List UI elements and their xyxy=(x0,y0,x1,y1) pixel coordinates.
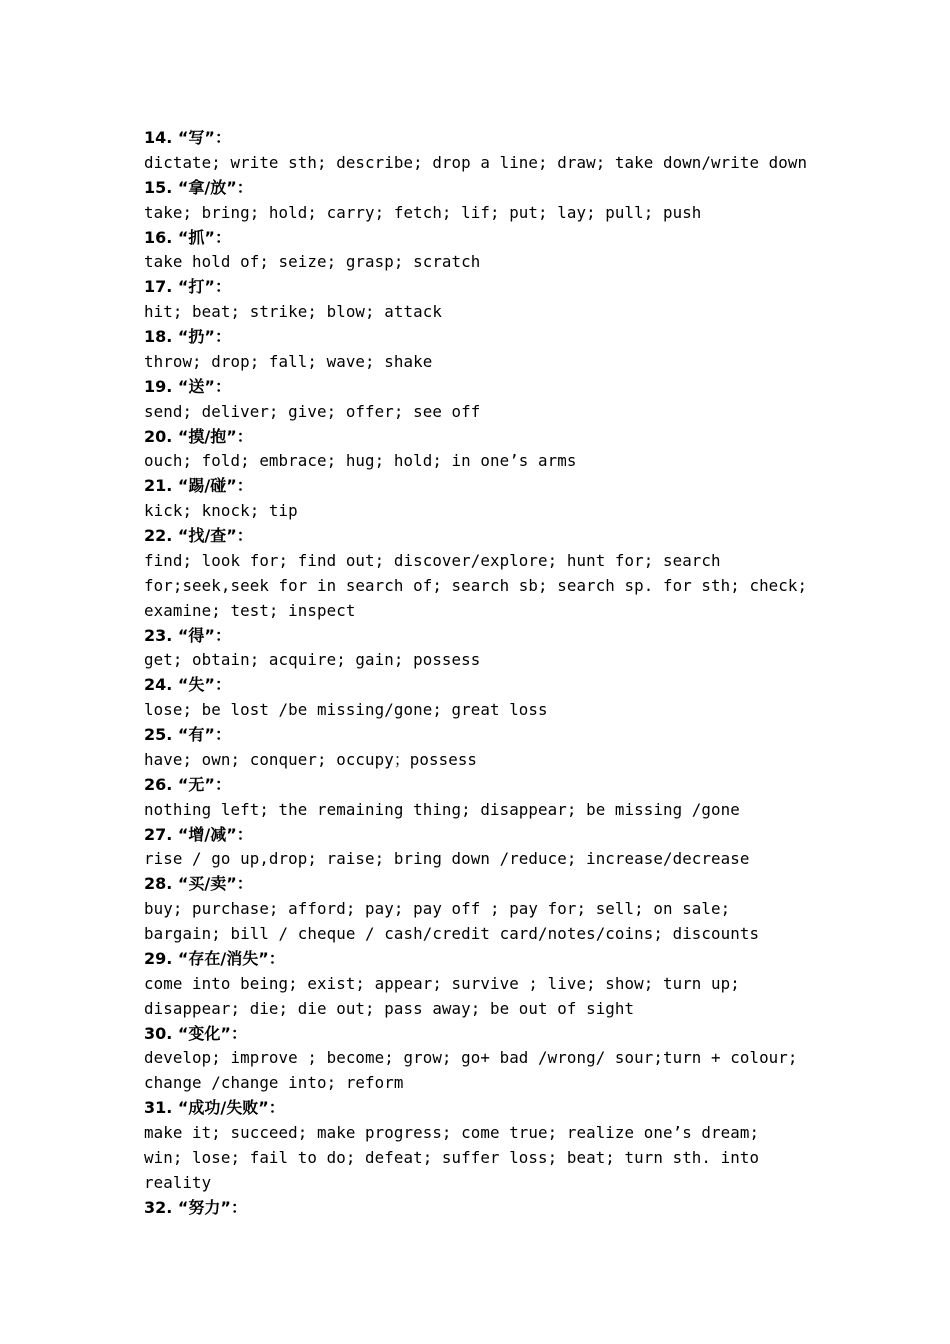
word-list-line: nothing left; the remaining thing; disappear; be missing /gone xyxy=(144,799,740,819)
word-list-line: send; deliver; give; offer; see off xyxy=(144,401,481,421)
word-list-line: have; own; conquer; occupy；possess xyxy=(144,749,478,769)
word-list-line: get; obtain; acquire; gain; possess xyxy=(144,650,481,670)
word-list-line: reality xyxy=(144,1172,212,1192)
word-list-line: come into being; exist; appear; survive ; live; show; turn up; xyxy=(144,973,740,993)
section-heading: 25. “有”： xyxy=(144,725,231,744)
section-heading: 28. “买/卖”： xyxy=(144,874,253,894)
word-list-line: take; bring; hold; carry; fetch; lif; put; lay; pull; push xyxy=(144,202,702,222)
word-list-line: take hold of; seize; grasp; scratch xyxy=(144,252,481,272)
word-list-line: bargain; bill / cheque / cash/credit card/notes/coins; discounts xyxy=(144,924,760,943)
section-heading: 30. “变化”： xyxy=(144,1023,247,1043)
section-heading: 17. “打”： xyxy=(144,277,231,297)
word-list-line: kick; knock; tip xyxy=(144,501,298,521)
section-heading: 27. “增/减”： xyxy=(144,824,253,844)
section-heading: 15. “拿/放”： xyxy=(144,177,253,197)
section-heading: 18. “扔”： xyxy=(144,327,231,346)
section-heading: 14. “写”： xyxy=(144,128,231,147)
word-list-line: develop; improve ; become; grow; go+ bad /wrong/ sour;turn + colour; xyxy=(144,1048,798,1068)
vocabulary-list xyxy=(144,126,824,1221)
word-list-line: win; lose; fail to do; defeat; suffer loss; beat; turn sth. into xyxy=(144,1147,760,1167)
word-list-line: change /change into; reform xyxy=(144,1073,404,1093)
word-list-line: buy; purchase; afford; pay; pay off ; pay for; sell; on sale; xyxy=(144,899,731,919)
word-list-line: ouch; fold; embrace; hug; hold; in one’s arms xyxy=(144,451,577,471)
section-heading: 22. “找/查”： xyxy=(144,526,253,545)
section-heading: 19. “送”： xyxy=(144,376,231,396)
word-list-line: lose; be lost /be missing/gone; great loss xyxy=(144,700,548,720)
word-list-line: hit; beat; strike; blow; attack xyxy=(144,302,442,322)
word-list-line: rise / go up,drop; raise; bring down /reduce; increase/decrease xyxy=(144,849,750,869)
word-list-line: find; look for; find out; discover/explore; hunt for; search xyxy=(144,550,721,570)
section-heading: 26. “无”： xyxy=(144,774,231,794)
section-heading: 16. “抓”： xyxy=(144,227,231,247)
word-list-line: make it; succeed; make progress; come true; realize one’s dream; xyxy=(144,1123,760,1142)
word-list-line: throw; drop; fall; wave; shake xyxy=(144,351,433,371)
section-heading: 29. “存在/消失”： xyxy=(144,948,285,968)
word-list-line: disappear; die; die out; pass away; be out of sight xyxy=(144,998,635,1018)
section-heading: 24. “失”： xyxy=(144,675,231,695)
section-heading: 31. “成功/失败”： xyxy=(144,1098,285,1118)
section-heading: 32. “努力”： xyxy=(144,1197,247,1217)
word-list-line: examine; test; inspect xyxy=(144,600,356,620)
word-list-line: dictate; write sth; describe; drop a line; draw; take down/write down xyxy=(144,152,808,172)
section-heading: 23. “得”： xyxy=(144,625,231,645)
section-heading: 21. “踢/碰”： xyxy=(144,476,253,496)
word-list-line: for;seek,seek for in search of; search sb; search sp. for sth; check; xyxy=(144,575,808,595)
section-heading: 20. “摸/抱”： xyxy=(144,426,253,446)
